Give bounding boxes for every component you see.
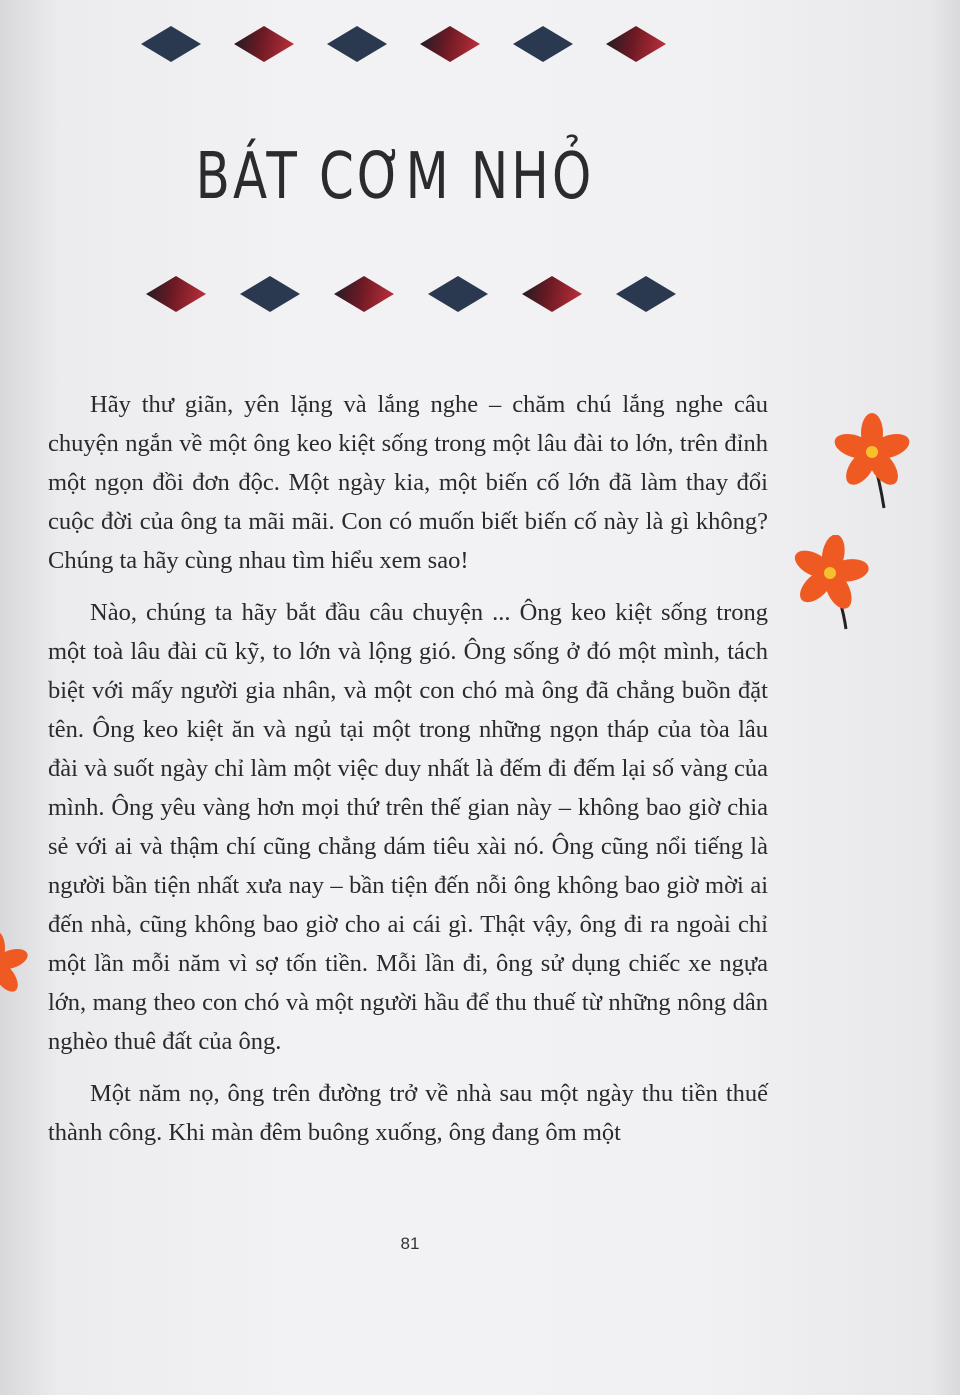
bottom-diamond-ornament <box>146 276 676 312</box>
diamond-icon <box>334 276 394 312</box>
paragraph: Một năm nọ, ông trên đường trở về nhà sau một ngày thu tiền thuế thành công. Khi màn đêm buông xuống, ông đang ôm một <box>48 1080 768 1146</box>
diamond-icon <box>327 26 387 62</box>
diamond-icon <box>234 26 294 62</box>
diamond-icon <box>141 26 201 62</box>
diamond-icon <box>513 26 573 62</box>
diamond-icon <box>606 26 666 62</box>
flower-icon <box>790 535 880 635</box>
paragraph: Hãy thư giãn, yên lặng và lắng nghe – chăm chú lắng nghe câu chuyện ngắn về một ông keo kiệt sống trong một lâu đài to lớn, trên đỉnh một ngọn đồi đơn độc. Một ngày kia, một biến cố lớn đã làm thay đổi cuộc đời của ông ta mãi mãi. Con có muốn biết biến cố này là gì không? Chúng ta hãy cùng nhau tìm hiểu xem sao! <box>48 391 768 574</box>
chapter-title: BÁT CƠM NHỎ <box>195 140 595 214</box>
flower-icon <box>0 932 30 1002</box>
diamond-icon <box>616 276 676 312</box>
diamond-icon <box>146 276 206 312</box>
diamond-icon <box>428 276 488 312</box>
flower-icon <box>828 412 918 512</box>
page-number: 81 <box>400 1234 420 1253</box>
diamond-icon <box>420 26 480 62</box>
diamond-icon <box>240 276 300 312</box>
diamond-icon <box>522 276 582 312</box>
top-diamond-ornament <box>141 26 666 62</box>
paragraph: Nào, chúng ta hãy bắt đầu câu chuyện ... Ông keo kiệt sống trong một toà lâu đài cũ kỹ, to lớn và lộng gió. Ông sống ở đó một mình, tách biệt với mấy người gia nhân, và một con chó mà ông đã chẳng buồn đặt tên. Ông keo kiệt ăn và ngủ tại một trong những ngọn tháp của tòa lâu đài và suốt ngày chỉ làm một việc duy nhất là đếm đi đếm lại số vàng của mình. Ông yêu vàng hơn mọi thứ trên thế gian này – không bao giờ chia sẻ với ai và thậm chí cũng chẳng dám tiêu xài nó. Ông cũng nổi tiếng là người bần tiện nhất xưa nay – bần tiện đến nỗi ông không bao giờ mời ai đến nhà, cũng không bao giờ cho ai cái gì. Thật vậy, ông đi ra ngoài chỉ một lần mỗi năm vì sợ tốn tiền. Mỗi lần đi, ông sử dụng chiếc xe ngựa lớn, mang theo con chó và một người hầu để thu thuế từ những nông dân nghèo thuê đất của ông. <box>48 599 768 1055</box>
body-text <box>48 385 768 1165</box>
